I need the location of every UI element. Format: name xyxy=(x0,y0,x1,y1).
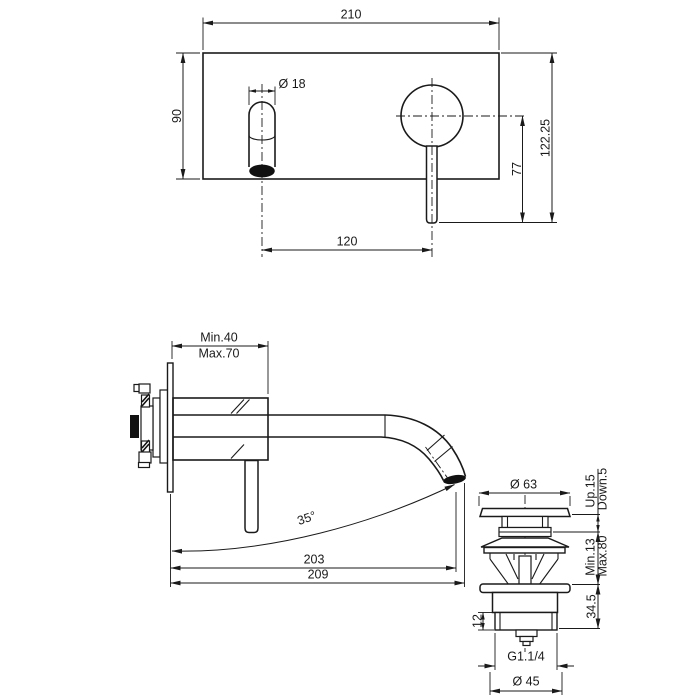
dim-lower-height-label: 34.5 xyxy=(584,594,599,619)
drain-cone-washer xyxy=(481,538,569,547)
spout-side xyxy=(173,415,467,486)
dim-thread-length-label: 12 xyxy=(470,614,485,628)
dim-plate-height xyxy=(170,53,200,179)
handle-lever-side xyxy=(245,461,258,533)
drain-valve-body xyxy=(480,509,570,646)
dim-spout-angle-label: 35° xyxy=(295,508,318,528)
dim-wall-depth xyxy=(172,331,268,395)
drain-flange xyxy=(480,584,570,593)
dim-spout-angle xyxy=(172,485,455,552)
dim-plate-width xyxy=(203,8,499,51)
dim-spout-to-handle xyxy=(262,235,432,251)
drain-view xyxy=(471,468,610,695)
drain-cap xyxy=(480,509,570,517)
front-view xyxy=(170,8,557,258)
dim-thread-length xyxy=(471,613,495,631)
faucet-body-barrel xyxy=(173,398,268,460)
dim-cap-diameter-label: Ø 63 xyxy=(509,477,538,492)
dim-spout-to-handle-label: 120 xyxy=(336,234,358,249)
dim-cap-diameter xyxy=(479,478,570,507)
wall-plate-edge xyxy=(168,363,174,492)
inwall-valve xyxy=(130,384,168,468)
dim-overall-height-label: 122.25 xyxy=(538,118,553,158)
dim-height-max-label: Max.80 xyxy=(595,535,610,577)
dim-travel-down-label: Down.5 xyxy=(595,467,610,511)
dim-lever-drop-label: 77 xyxy=(510,162,524,176)
dim-wall-depth-min-label: Min.40 xyxy=(200,330,238,345)
dim-plate-width-label: 210 xyxy=(340,7,362,22)
spout-outlet xyxy=(249,165,275,178)
drain-thread xyxy=(495,613,557,631)
dim-thread-size-label: G1.1/4 xyxy=(507,649,545,664)
dim-spout-reach-label: 203 xyxy=(303,552,325,567)
dim-tail-diameter-label: Ø 45 xyxy=(512,674,540,689)
dim-wall-depth-max-label: Max.70 xyxy=(198,346,240,361)
dim-spout-diameter-label: Ø 18 xyxy=(278,77,306,91)
dim-spout-reach xyxy=(171,483,465,587)
dim-overall-reach-label: 209 xyxy=(307,567,329,582)
dim-lever-drop xyxy=(510,116,524,223)
dim-tail-diameter xyxy=(490,672,562,695)
side-view xyxy=(130,331,467,588)
dim-travel-up-label: Up.15 xyxy=(583,474,598,508)
drain-cage xyxy=(490,553,558,585)
dim-height-min-label: Min.13 xyxy=(583,538,598,576)
dim-plate-height-label: 90 xyxy=(170,109,184,123)
